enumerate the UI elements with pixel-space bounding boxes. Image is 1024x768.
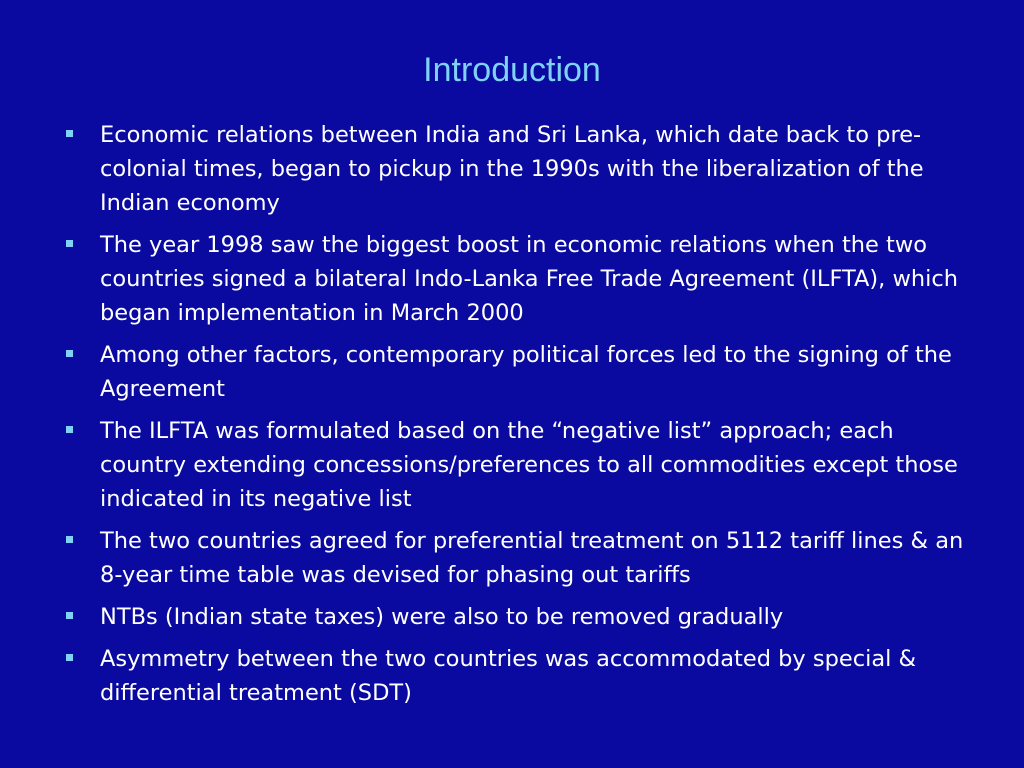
bullet-item [62,338,967,406]
square-bullet-icon [66,350,73,357]
bullet-text: The two countries agreed for preferential treatment on 5112 tariff lines & an 8-year time table was devised for phasing out tariffs [100,528,964,588]
bullet-item [62,600,967,634]
square-bullet-icon [66,536,73,543]
bullet-text: Among other factors, contemporary political forces led to the signing of the Agreement [100,342,952,402]
bullet-item [62,414,967,516]
bullet-text: The ILFTA was formulated based on the “negative list” approach; each country extending concessions/preferences to all commodities except those indicated in its negative list [100,418,958,512]
square-bullet-icon [66,654,73,661]
bullet-item [62,524,967,592]
square-bullet-icon [66,426,73,433]
bullet-text: The year 1998 saw the biggest boost in economic relations when the two countries signed a bilateral Indo-Lanka Free Trade Agreement (ILFTA), which began implementation in March 2000 [100,232,959,326]
slide-title: Introduction [423,51,601,89]
bullet-item [62,642,967,710]
bullet-item [62,118,967,220]
square-bullet-icon [66,612,73,619]
bullet-list [62,118,967,718]
square-bullet-icon [66,130,73,137]
bullet-text: Economic relations between India and Sri Lanka, which date back to pre-colonial times, began to pickup in the 1990s with the liberalization of the Indian economy [100,122,924,216]
square-bullet-icon [66,240,73,247]
bullet-text: NTBs (Indian state taxes) were also to be removed gradually [100,604,784,630]
bullet-text: Asymmetry between the two countries was accommodated by special & differential treatment (SDT) [100,646,917,706]
bullet-item [62,228,967,330]
